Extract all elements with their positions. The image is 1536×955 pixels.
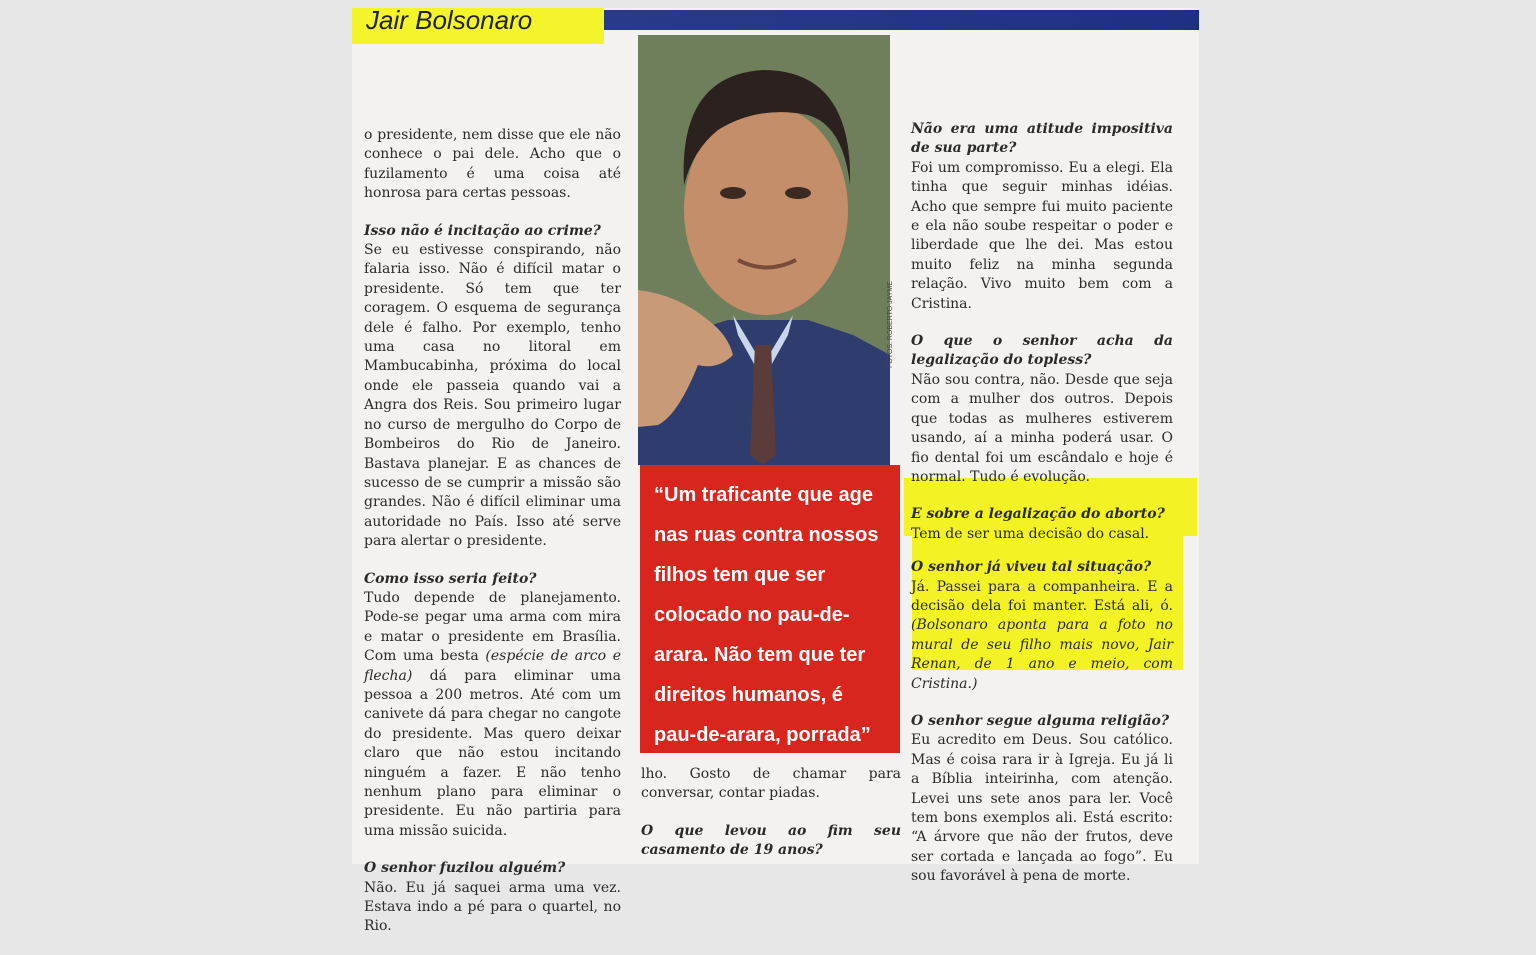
pull-quote: “Um traficante que age nas ruas contra nossos filhos tem que ser colocado no pau-de-arara. Não tem que ter direitos humanos, é pau-de-arara, porrada” xyxy=(640,465,900,753)
question: Como isso seria feito? xyxy=(364,570,537,587)
portrait-photo xyxy=(638,35,890,465)
subject-name: Jair Bolsonaro xyxy=(366,5,533,35)
header-bar xyxy=(604,10,1199,30)
right-qa-4 xyxy=(911,558,1173,694)
answer: dá para eliminar uma pessoa a 200 metros. Até com um canivete dá para chegar no cangote do presidente. Mas quero deixar claro que não estou incitando ninguém a fazer. E não tenho nenhum plano para eliminar o presidente. Eu não partiria para uma missão suicida. xyxy=(364,667,621,839)
answer: Não sou contra, não. Desde que seja com a mulher dos outros. Depois que todas as mulheres estiverem usando, aí a minha poderá usar. O fio dental foi um escândalo e hoje é normal. Tudo é evolução. xyxy=(911,371,1173,485)
answer: Não. Eu já saquei arma uma vez. Estava indo a pé para o quartel, no Rio. xyxy=(364,879,621,935)
magazine-page xyxy=(352,5,1199,935)
question: E sobre a legalização do aborto? xyxy=(911,506,1165,523)
right-qa-5 xyxy=(911,712,1173,887)
left-column xyxy=(364,126,621,955)
answer: Se eu estivesse conspirando, não falaria isso. Não é difícil matar o presidente. Só tem que ter coragem. O esquema de segurança dele é falho. Por exemplo, tenho uma casa no litoral em Mambucabinha, próxima do local onde ele passeia quando vai a Angra dos Reis. Sou primeiro lugar no curso de mergulho do Corpo de Bombeiros do Rio de Janeiro. Bastava planejar. E as chances de sucesso de se cumprir a missão são grandes. Não é difícil eliminar uma autoridade no País. Isso até serve para alertar o presidente. xyxy=(364,242,621,550)
left-qa-4 xyxy=(364,859,621,937)
middle-paragraph-1: lho. Gosto de chamar para conversar, contar piadas. xyxy=(641,766,901,802)
photo-credit: FOTOS: ROBERTO JAYME xyxy=(887,281,894,368)
question: Isso não é incitação ao crime? xyxy=(364,222,601,239)
left-qa-2 xyxy=(364,222,621,552)
answer: Eu acredito em Deus. Sou católico. Mas é coisa rara ir à Igreja. Eu já li a Bíblia inteirinha, com atenção. Levei uns sete anos para ler. Você tem bons exemplos ali. Está escrito: “A árvore que não der frutos, deve ser cortada e lançada ao fogo”. Eu sou favorável à pena de morte. xyxy=(911,732,1173,885)
name-highlight xyxy=(352,5,604,44)
answer: Foi um compromisso. Eu a elegi. Ela tinha que seguir minhas idéias. Acho que sempre fui muito paciente e ela não soube respeitar o poder e liberdade que lhe dei. Mas estou muito feliz na minha segunda relação. Vivo muito bem com a Cristina. xyxy=(911,159,1173,312)
right-column xyxy=(911,120,1173,905)
answer: Tem de ser uma decisão do casal. xyxy=(911,525,1150,542)
question: O que levou ao fim seu casamento de 19 anos? xyxy=(641,822,901,859)
answer: Já. Passei para a companheira. E a decisão dela foi manter. Está ali, ó. xyxy=(911,578,1173,614)
right-qa-2 xyxy=(911,332,1173,487)
question: Não era uma atitude impositiva de sua parte? xyxy=(911,121,1173,157)
question: O senhor fuzilou alguém? xyxy=(364,860,566,877)
portrait-illustration xyxy=(638,35,890,465)
question: O que o senhor acha da legalização do topless? xyxy=(911,333,1173,369)
right-qa-3 xyxy=(911,505,1173,544)
question: O senhor já viveu tal situação? xyxy=(911,559,1152,576)
answer: Tudo depende de planejamento. Pode-se pegar uma arma com mira e matar o presidente em Brasília. Com uma besta xyxy=(364,589,621,665)
middle-qa-2 xyxy=(641,822,901,861)
left-qa-3 xyxy=(364,570,621,842)
right-qa-1 xyxy=(911,120,1173,314)
left-paragraph-1: o presidente, nem disse que ele não conhece o pai dele. Acho que o fuzilamento é uma coisa até honrosa para certas pessoas. xyxy=(364,127,621,202)
answer-italic: (espécie de arco e flecha) xyxy=(364,648,621,684)
middle-column xyxy=(641,765,901,879)
question: O senhor segue alguma religião? xyxy=(911,712,1170,729)
answer-italic: (Bolsonaro aponta para a foto no mural de seu filho mais novo, Jair Renan, de 1 ano e meio, com Cristina.) xyxy=(911,617,1173,692)
